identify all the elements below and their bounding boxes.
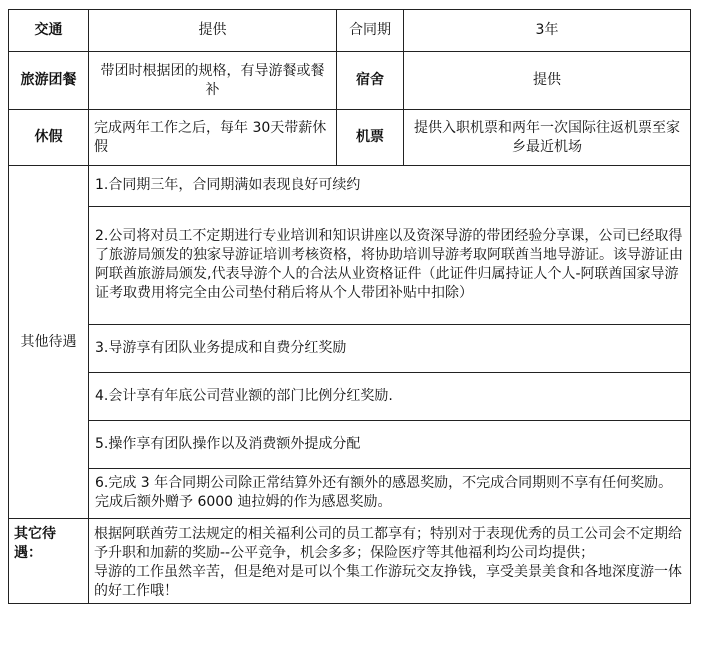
other-benefits-list (89, 166, 691, 519)
meals-label: 旅游团餐 (9, 52, 89, 110)
row-transport (9, 10, 691, 52)
dormitory-label: 宿舍 (337, 52, 404, 110)
other-treatment-label: 其它待遇： (9, 519, 89, 604)
meals-value: 带团时根据团的规格，有导游餐或餐补 (89, 52, 337, 110)
benefit-item: 2.公司将对员工不定期进行专业培训和知识讲座以及资深导游的带团经验分享课，公司已经取得了旅游局颁发的独家导游证培训考核资格，将协助培训导游考取阿联酋当地导游证。该导游证由阿联酋旅游局颁发,代表导游个人的合法从业资格证件（此证件归属持证人个人-阿联酋国家导游证考取费用将完全由公司垫付稍后将从个人带团补贴中扣除） (89, 206, 690, 324)
row-other-benefits (9, 166, 691, 519)
benefit-item: 4.会计享有年底公司营业额的部门比例分红奖励. (89, 372, 690, 420)
airfare-label: 机票 (337, 110, 404, 166)
benefit-item: 3.导游享有团队业务提成和自费分红奖励 (89, 324, 690, 372)
other-benefits-inner (89, 166, 690, 518)
benefit-item: 6.完成 3 年合同期公司除正常结算外还有额外的感恩奖励，不完成合同期则不享有任何奖励。完成后额外赠予 6000 迪拉姆的作为感恩奖励。 (95, 475, 673, 511)
row-meals (9, 52, 691, 110)
contract-term-label: 合同期 (337, 10, 404, 52)
vacation-label: 休假 (9, 110, 89, 166)
other-treatment-text (89, 519, 691, 604)
dormitory-value: 提供 (404, 52, 691, 110)
transport-value: 提供 (89, 10, 337, 52)
benefit-item: 5.操作享有团队操作以及消费额外提成分配 (89, 420, 690, 468)
contract-term-value: 3年 (404, 10, 691, 52)
benefits-table (8, 9, 691, 604)
vacation-value: 完成两年工作之后，每年 30天带薪休假 (89, 110, 337, 166)
airfare-value: 提供入职机票和两年一次国际往返机票至家乡最近机场 (404, 110, 691, 166)
other-benefits-label: 其他待遇 (9, 166, 89, 519)
other-treatment-paragraph: 导游的工作虽然辛苦，但是绝对是可以个集工作游玩交友挣钱，享受美景美食和各地深度游一体的好工作哦！ (94, 564, 682, 599)
row-vacation (9, 110, 691, 166)
other-treatment-paragraph: 根据阿联酋劳工法规定的相关福利公司的员工都享有；特别对于表现优秀的员工公司会不定期给予升职和加薪的奖励--公平竞争，机会多多；保险医疗等其他福利均公司均提供； (94, 526, 682, 561)
row-other-treatment (9, 519, 691, 604)
transport-label: 交通 (9, 10, 89, 52)
benefit-item: 1.合同期三年，合同期满如表现良好可续约 (89, 166, 690, 206)
